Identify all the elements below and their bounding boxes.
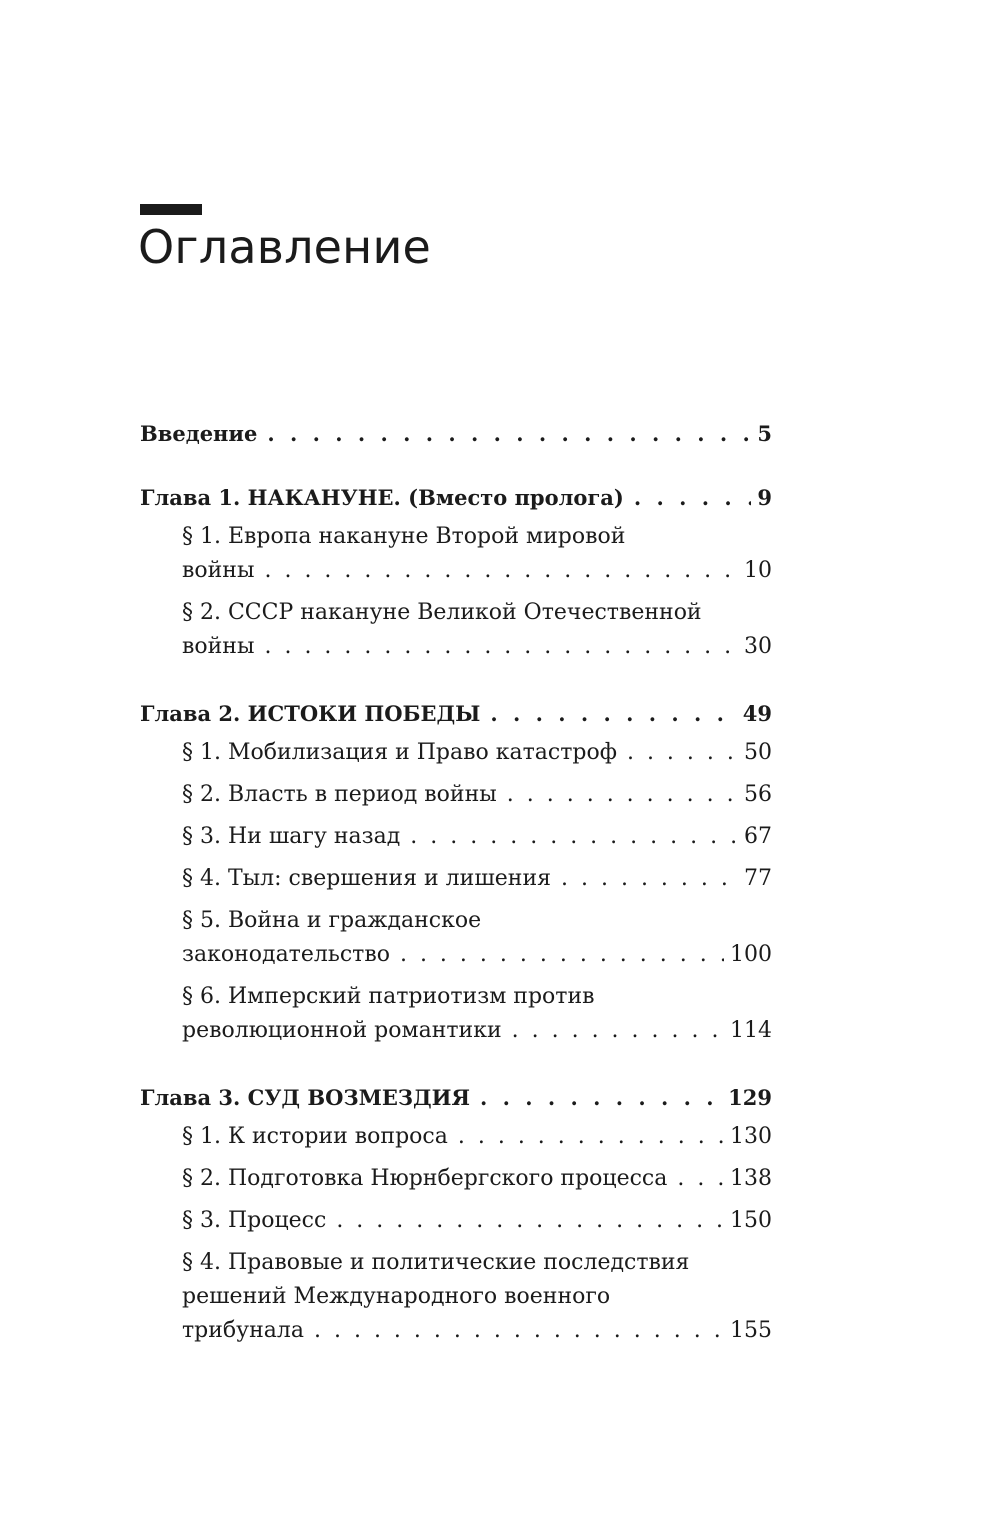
toc-section xyxy=(182,1244,772,1354)
toc-section xyxy=(182,734,772,776)
toc-page-number: 30 xyxy=(744,634,772,659)
toc-entry-intro xyxy=(140,414,772,454)
toc-chapter-title: Глава 2. ИСТОКИ ПОБЕДЫ xyxy=(140,701,481,726)
toc-section-title: § 3. Процесс xyxy=(182,1208,327,1233)
toc-chapter-2 xyxy=(140,694,772,734)
toc-section-title: § 2. Подготовка Нюрнбергского процесса xyxy=(182,1166,668,1191)
dot-leader xyxy=(264,554,738,588)
dot-leader xyxy=(267,414,751,454)
toc-section-title-cont: решений Международного военного xyxy=(182,1284,611,1309)
toc-section-title: § 2. СССР накануне Великой Отечественной xyxy=(182,600,702,625)
toc-section xyxy=(182,818,772,860)
dot-leader xyxy=(314,1314,724,1348)
dot-leader xyxy=(634,478,752,518)
toc-section xyxy=(182,1160,772,1202)
toc-section xyxy=(182,1202,772,1244)
toc-section-title-cont: законодательство xyxy=(182,942,390,967)
toc-page-number: 130 xyxy=(730,1124,772,1149)
toc-page-number: 5 xyxy=(757,421,772,446)
toc-section-title: § 1. Европа накануне Второй мировой xyxy=(182,524,626,549)
toc-section-title: § 4. Правовые и политические последствия xyxy=(182,1250,690,1275)
dot-leader xyxy=(458,1120,724,1154)
dot-leader xyxy=(561,862,738,896)
table-of-contents xyxy=(140,414,772,1354)
toc-page-number: 9 xyxy=(757,485,772,510)
toc-section xyxy=(182,518,772,594)
toc-page-number: 10 xyxy=(744,558,772,583)
toc-page-number: 77 xyxy=(744,866,772,891)
dot-leader xyxy=(400,938,724,972)
dot-leader xyxy=(336,1204,724,1238)
dot-leader xyxy=(264,630,738,664)
toc-section xyxy=(182,776,772,818)
toc-page-number: 56 xyxy=(744,782,772,807)
toc-section-title: § 6. Имперский патриотизм против xyxy=(182,984,595,1009)
toc-section xyxy=(182,978,772,1054)
toc-chapter-1 xyxy=(140,478,772,518)
toc-section-title-cont: трибунала xyxy=(182,1318,304,1343)
toc-page-number: 67 xyxy=(744,824,772,849)
toc-section xyxy=(182,902,772,978)
dot-leader xyxy=(677,1162,724,1196)
toc-section-title-cont: войны xyxy=(182,634,255,659)
toc-page-number: 114 xyxy=(730,1018,772,1043)
dot-leader xyxy=(410,820,738,854)
toc-page-number: 129 xyxy=(728,1085,772,1110)
dot-leader xyxy=(480,1078,722,1118)
toc-page-number: 100 xyxy=(730,942,772,967)
toc-section-title-cont: революционной романтики xyxy=(182,1018,502,1043)
toc-section-title-cont: войны xyxy=(182,558,255,583)
dot-leader xyxy=(627,736,738,770)
toc-page-number: 150 xyxy=(730,1208,772,1233)
title-accent-bar xyxy=(140,204,202,215)
toc-chapter-3 xyxy=(140,1078,772,1118)
toc-section-title: § 3. Ни шагу назад xyxy=(182,824,401,849)
toc-chapter-title: Глава 3. СУД ВОЗМЕЗДИЯ xyxy=(140,1085,471,1110)
dot-leader xyxy=(507,778,738,812)
toc-section xyxy=(182,594,772,670)
toc-page-number: 49 xyxy=(742,701,772,726)
page-title: Оглавление xyxy=(138,220,432,274)
toc-section-title: § 2. Власть в период войны xyxy=(182,782,497,807)
toc-section xyxy=(182,860,772,902)
toc-section-title: § 1. К истории вопроса xyxy=(182,1124,448,1149)
toc-section-title: § 4. Тыл: свершения и лишения xyxy=(182,866,551,891)
toc-chapter-title: Глава 1. НАКАНУНЕ. (Вместо пролога) xyxy=(140,485,624,510)
dot-leader xyxy=(490,694,736,734)
dot-leader xyxy=(512,1014,724,1048)
toc-section xyxy=(182,1118,772,1160)
toc-section-title: § 1. Мобилизация и Право катастроф xyxy=(182,740,617,765)
toc-section-title: § 5. Война и гражданское xyxy=(182,908,482,933)
toc-page-number: 138 xyxy=(730,1166,772,1191)
toc-page-number: 155 xyxy=(730,1318,772,1343)
toc-page-number: 50 xyxy=(744,740,772,765)
toc-entry-title: Введение xyxy=(140,421,258,446)
